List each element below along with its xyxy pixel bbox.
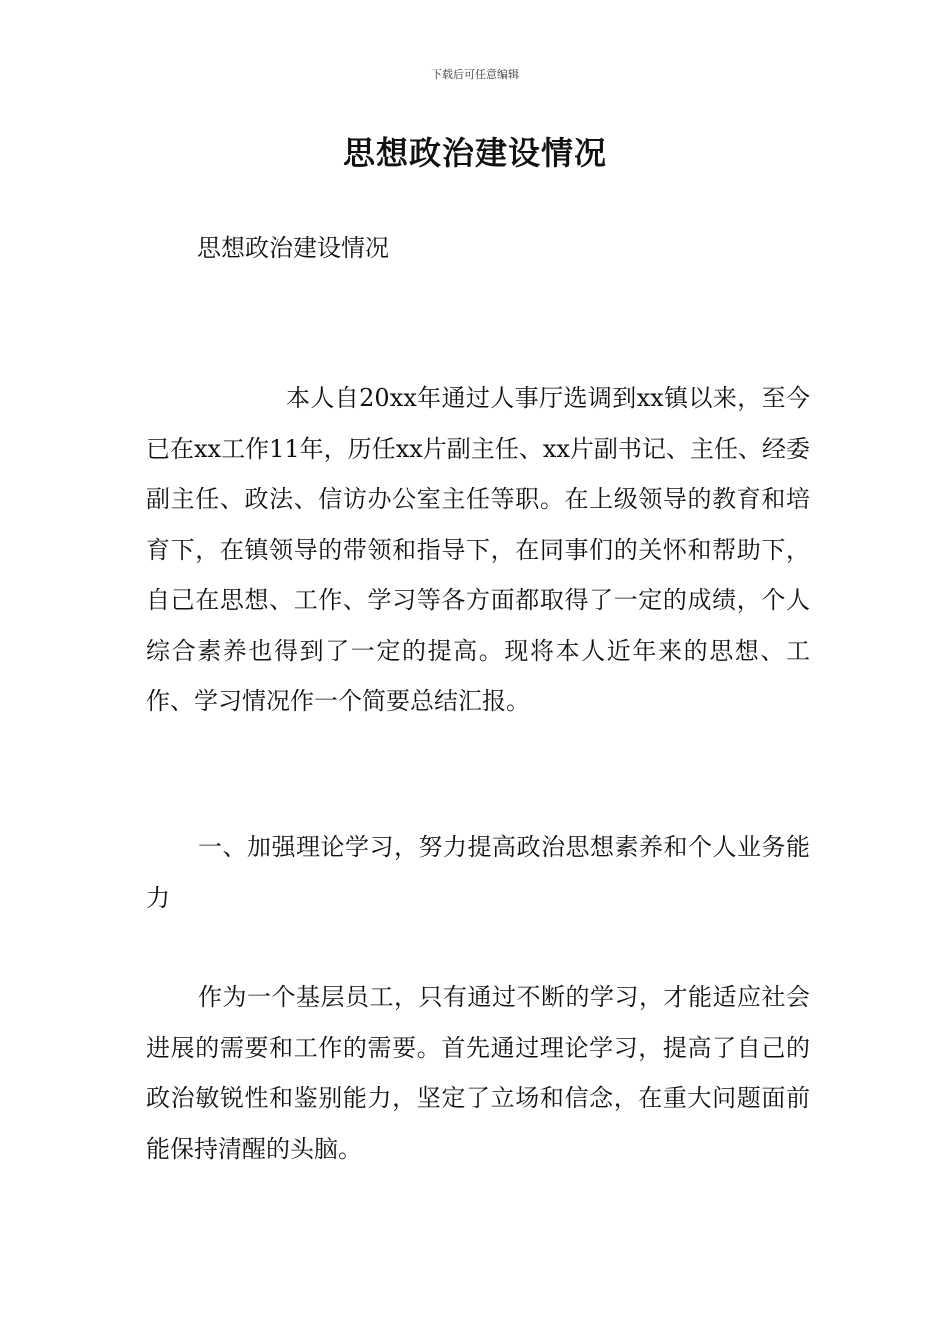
document-subtitle: 思想政治建设情况	[197, 234, 389, 262]
document-title: 思想政治建设情况	[342, 134, 607, 172]
header-note: 下载后可任意编辑	[431, 68, 519, 81]
paragraph-section-1: 作为一个基层员工，只有通过不断的学习，才能适应社会进展的需要和工作的需要。首先通过理论学习，提高了自己的政治敏锐性和鉴别能力，坚定了立场和信念，在重大问题面前能保持清醒的头脑。	[146, 983, 810, 1163]
section-heading-1: 一、加强理论学习，努力提高政治思想素养和个人业务能力	[146, 833, 810, 912]
paragraph-intro: 本人自20xx年通过人事厅选调到xx镇以来，至今已在xx工作11年，历任xx片副主任、xx片副书记、主任、经委副主任、政法、信访办公室主任等职。在上级领导的教育和培育下，在镇领导的带领和指导下，在同事们的关怀和帮助下，自己在思想、工作、学习等各方面都取得了一定的成绩，个人综合素养也得到了一定的提高。现将本人近年来的思想、工作、学习情况作一个简要总结汇报。	[146, 384, 810, 715]
